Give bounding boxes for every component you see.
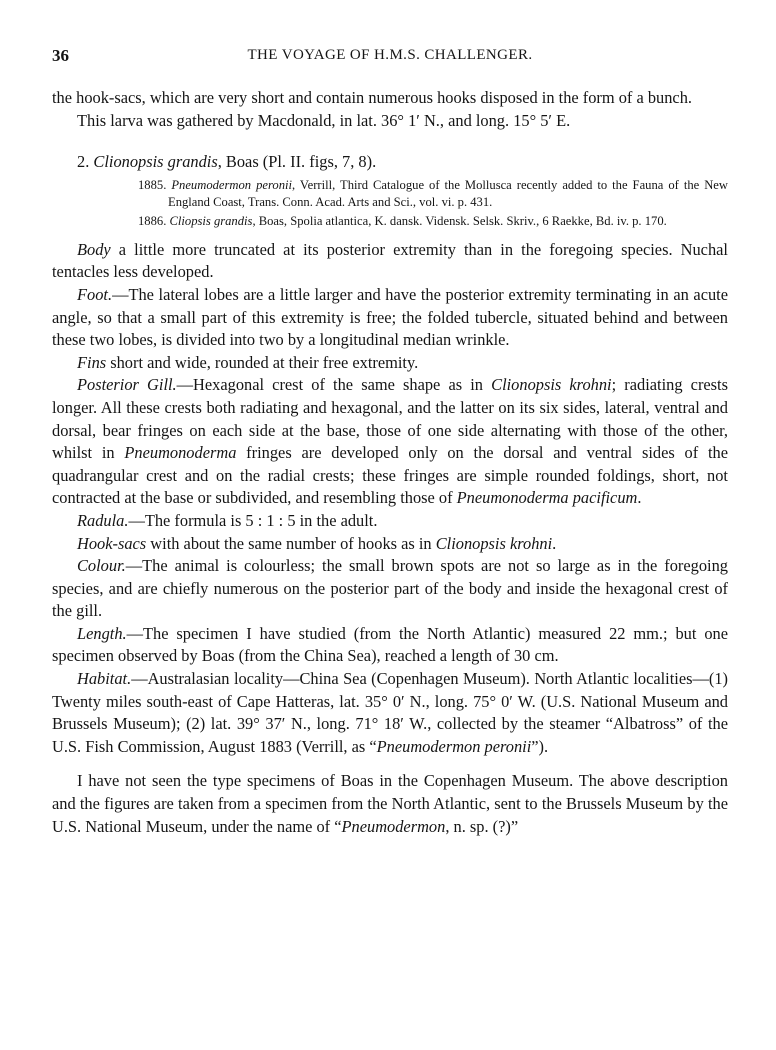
synonymy-citation: , Verrill, Third Catalogue of the Mollusca recently added to the Fauna of the New England Coast, Trans. Conn. Acad. Arts and Sci., vol. vi. p. 431. [168,177,728,209]
section-text: —The specimen I have studied (from the North Atlantic) measured 22 mm.; but one specimen observed by Boas (from the China Sea), reached a length of 30 cm. [52,623,728,666]
taxon-name: Pneumonoderma pacificum [456,488,638,508]
section-label: Posterior Gill. [77,375,177,395]
running-head: THE VOYAGE OF H.M.S. CHALLENGER. [247,47,533,63]
section-text: fringes are developed only on the dorsal and ventral sides of the quadrangular crest and on the radial crests; these fringes are simple rounded foldings, short, not contracted at the base or subdivided, and resembling those of [52,443,728,508]
section-label: Radula. [77,510,129,530]
taxon-name: Clionopsis krohni [435,533,553,553]
section-body [52,239,728,284]
body-text [52,87,728,838]
section-label: Habitat. [77,669,132,689]
synonymy-citation: , Boas, Spolia atlantica, K. dansk. Vidensk. Selsk. Skriv., 6 Raekke, Bd. iv. p. 170. [252,213,667,228]
taxon-name: Clionopsis krohni [491,375,612,395]
page-number: 36 [52,46,69,65]
section-text: —The formula is 5 : 1 : 5 in the adult. [128,510,378,530]
closing-paragraph [52,770,728,838]
synonymy-entry [138,213,728,230]
section-posterior-gill [52,374,728,510]
taxon-name: Pneumonoderma [124,443,237,463]
synonymy-entry [138,177,728,211]
section-label: Length. [77,623,127,643]
species-author-ref: , Boas (Pl. II. figs, 7, 8). [217,152,377,172]
synonymy-year: 1885. [138,177,167,192]
section-text: —The animal is colourless; the small brown spots are not so large as in the foregoing species, and are chiefly numerous on the posterior part of the body and inside the hexagonal crest of the gill. [52,556,728,621]
section-text: —The lateral lobes are a little larger and have the posterior extremity terminating in an acute angle, so that a small part of this extremity is free; the folded tubercle, situated behind and between these two lobes, is divided into two by a longitudinal median wrinkle. [52,284,728,350]
section-habitat [52,668,728,758]
page-header [52,46,728,68]
taxon-name: Pneumodermon [341,816,446,836]
section-text: . [552,533,557,553]
larva-collection-note: This larva was gathered by Macdonald, in lat. 36° 1′ N., and long. 15° 5′ E. [77,110,571,130]
section-foot [52,284,728,352]
taxon-name: Pneumodermon peronii [376,736,532,756]
paragraph-text: I have not seen the type specimens of Boas in the Copenhagen Museum. The above description and the figures are taken from a specimen from the North Atlantic, sent to the Brussels Museum by the U.S. National Museum, under the name of “ [52,771,728,836]
section-length [52,623,728,668]
section-text: ”). [531,736,549,756]
section-text: a little more truncated at its posterior extremity than in the foregoing species. Nuchal tentacles less developed. [52,239,728,282]
section-radula [52,510,728,533]
synonymy-year: 1886. [138,213,167,228]
section-text: ; radiating crests longer. All these crests both radiating and hexagonal, and the latter on its six sides, lateral, ventral and dorsal, bear fringes on each side at the base, those of one side alternating with those of the other, whilst in [52,375,728,463]
section-colour [52,555,728,623]
section-label: Fins [77,352,107,372]
section-hook-sacs [52,533,728,556]
species-number: 2. [77,152,90,172]
synonymy-name: Pneumodermon peronii [171,177,292,192]
section-label: Foot. [77,284,113,304]
paragraph-text: , n. sp. (?)” [445,816,519,836]
section-text: with about the same number of hooks as in [146,533,436,553]
section-label: Hook-sacs [77,533,147,553]
synonymy-list [138,177,728,230]
section-text: —Hexagonal crest of the same shape as in [176,375,492,395]
section-text: short and wide, rounded at their free extremity. [106,352,419,372]
section-label: Colour. [77,556,126,576]
section-text: . [637,488,642,508]
section-label: Body [77,239,111,259]
intro-continuation: the hook-sacs, which are very short and contain numerous hooks disposed in the form of a bunch. [52,88,692,107]
species-name: Clionopsis grandis [93,152,218,172]
section-text: —Australasian locality—China Sea (Copenhagen Museum). North Atlantic localities—(1) Twenty miles south-east of Cape Hatteras, lat. 35° 0′ N., long. 75° 0′ W. (U.S. National Museum and Brussels Museum); (2) lat. 39° 37′ N., long. 71° 18′ W., collected by the steamer “Albatross” of the U.S. Fish Commission, August 1883 (Verrill, as “ [52,669,728,756]
section-fins [52,352,728,375]
synonymy-name: Cliopsis grandis [169,213,253,228]
species-heading [52,151,728,174]
